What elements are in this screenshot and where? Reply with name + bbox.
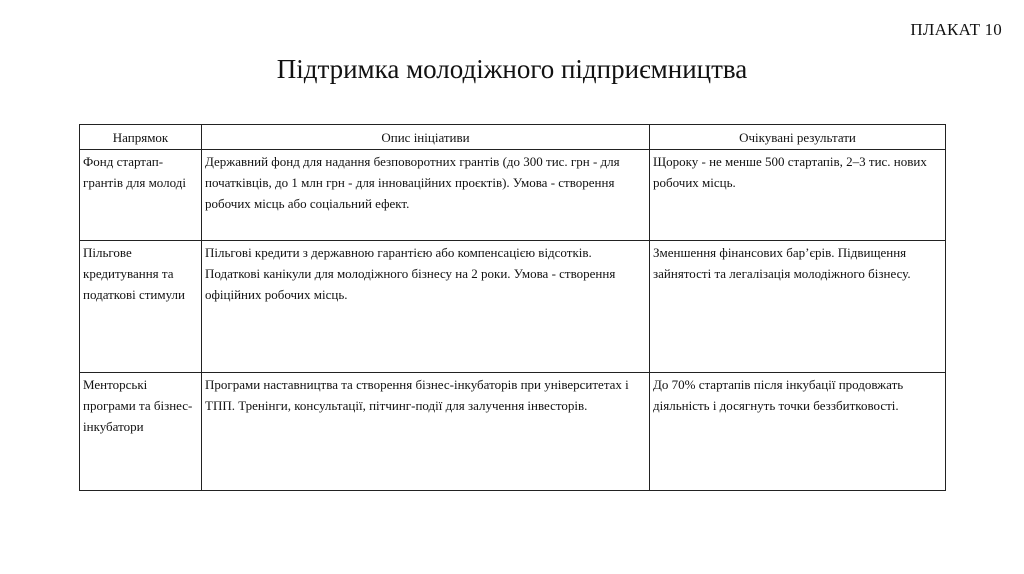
poster-label: ПЛАКАТ 10 (910, 20, 1002, 39)
cell-direction: Пільгове кредитування та податкові стимули (80, 241, 202, 373)
table-header-row (80, 125, 946, 150)
table-body (80, 150, 946, 491)
cell-results: До 70% стартапів після інкубації продовжать діяльність і досягнуть точки беззбитковості. (650, 373, 946, 491)
cell-results: Зменшення фінансових бар’єрів. Підвищення зайнятості та легалізація молодіжного бізнесу. (650, 241, 946, 373)
table-row (80, 150, 946, 241)
page-title: Підтримка молодіжного підприємництва (276, 54, 748, 84)
table-header (80, 125, 946, 150)
table-row (80, 241, 946, 373)
cell-description: Пільгові кредити з державною гарантією або компенсацією відсотків. Податкові канікули для молодіжного бізнесу на 2 роки. Умова - створення офіційних робочих місць. (202, 241, 650, 373)
header-direction: Напрямок (80, 125, 202, 150)
cell-results: Щороку - не менше 500 стартапів, 2–3 тис. нових робочих місць. (650, 150, 946, 241)
header-description: Опис ініціативи (202, 125, 650, 150)
cell-description: Програми наставництва та створення бізнес-інкубаторів при університетах і ТПП. Тренінги, консультації, пітчинг-події для залучення інвесторів. (202, 373, 650, 491)
initiatives-table (79, 124, 946, 491)
cell-direction: Менторські програми та бізнес-інкубатори (80, 373, 202, 491)
cell-direction: Фонд стартап-грантів для молоді (80, 150, 202, 241)
header-results: Очікувані результати (650, 125, 946, 150)
table-row (80, 373, 946, 491)
cell-description: Державний фонд для надання безповоротних грантів (до 300 тис. грн - для початківців, до 1 млн грн - для інноваційних проєктів). Умова - створення робочих місць або соціальний ефект. (202, 150, 650, 241)
